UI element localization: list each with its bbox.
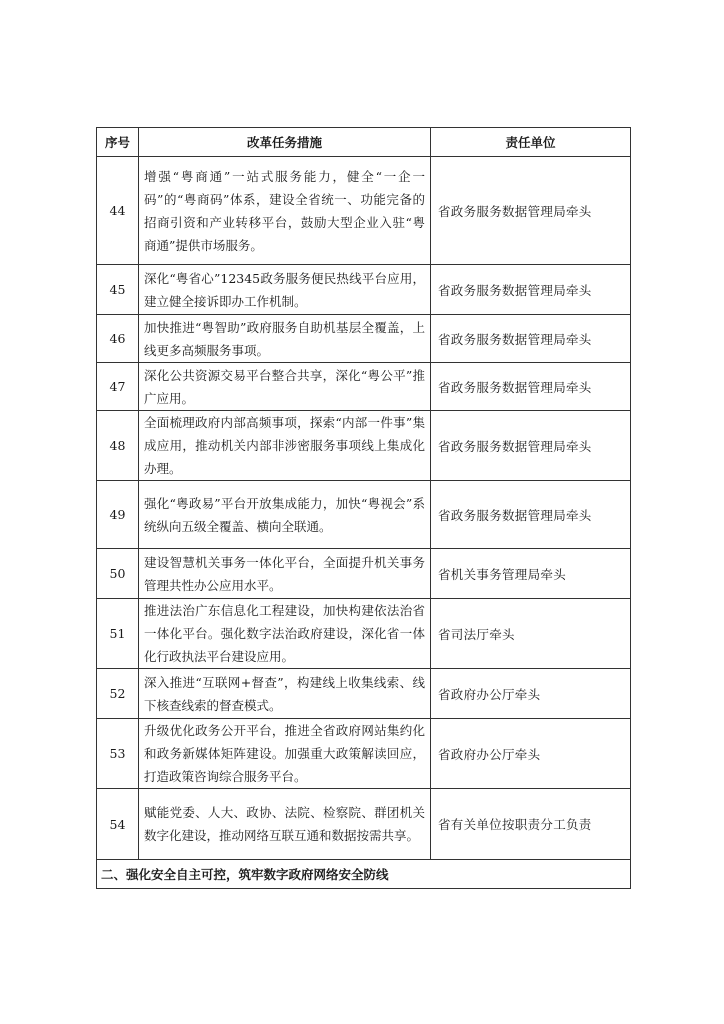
table-row: [97, 157, 631, 265]
row-measure: 加快推进“粤智助”政府服务自助机基层全覆盖，上线更多高频服务事项。: [139, 315, 431, 363]
row-measure: 建设智慧机关事务一体化平台，全面提升机关事务管理共性办公应用水平。: [139, 549, 431, 599]
table-row: [97, 789, 631, 860]
row-unit: 省政务服务数据管理局牵头: [431, 265, 631, 315]
header-measure: 改革任务措施: [139, 128, 431, 157]
row-number: 53: [97, 719, 139, 789]
row-unit: 省司法厅牵头: [431, 599, 631, 669]
table-row: [97, 315, 631, 363]
row-unit: 省机关事务管理局牵头: [431, 549, 631, 599]
row-number: 45: [97, 265, 139, 315]
header-seq: 序号: [97, 128, 139, 157]
row-unit: 省政务服务数据管理局牵头: [431, 157, 631, 265]
table-header-row: [97, 128, 631, 157]
table-row: [97, 363, 631, 411]
row-number: 48: [97, 411, 139, 481]
row-measure: 强化“粤政易”平台开放集成能力，加快“粤视会”系统纵向五级全覆盖、横向全联通。: [139, 481, 431, 549]
table-row: [97, 599, 631, 669]
table-row: [97, 265, 631, 315]
row-unit: 省政务服务数据管理局牵头: [431, 411, 631, 481]
row-measure: 升级优化政务公开平台，推进全省政府网站集约化和政务新媒体矩阵建设。加强重大政策解读回应，打造政策咨询综合服务平台。: [139, 719, 431, 789]
row-measure: 深化公共资源交易平台整合共享，深化“粤公平”推广应用。: [139, 363, 431, 411]
header-unit: 责任单位: [431, 128, 631, 157]
table-row: [97, 719, 631, 789]
row-measure: 增强“粤商通”一站式服务能力，健全“一企一码”的“粤商码”体系，建设全省统一、功能完备的招商引资和产业转移平台，鼓励大型企业入驻“粤商通”提供市场服务。: [139, 157, 431, 265]
row-unit: 省政务服务数据管理局牵头: [431, 481, 631, 549]
section-heading-row: [97, 860, 631, 889]
row-number: 54: [97, 789, 139, 860]
table-row: [97, 481, 631, 549]
table-row: [97, 549, 631, 599]
row-number: 44: [97, 157, 139, 265]
row-number: 49: [97, 481, 139, 549]
row-number: 47: [97, 363, 139, 411]
reform-task-table: [96, 127, 631, 889]
row-number: 50: [97, 549, 139, 599]
row-number: 46: [97, 315, 139, 363]
row-number: 51: [97, 599, 139, 669]
table-row: [97, 411, 631, 481]
row-unit: 省政务服务数据管理局牵头: [431, 363, 631, 411]
row-measure: 全面梳理政府内部高频事项，探索“内部一件事”集成应用，推动机关内部非涉密服务事项线上集成化办理。: [139, 411, 431, 481]
row-measure: 深入推进“互联网+督查”，构建线上收集线索、线下核查线索的督查模式。: [139, 669, 431, 719]
row-measure: 深化“粤省心”12345政务服务便民热线平台应用，建立健全接诉即办工作机制。: [139, 265, 431, 315]
table-row: [97, 669, 631, 719]
row-unit: 省有关单位按职责分工负责: [431, 789, 631, 860]
row-measure: 赋能党委、人大、政协、法院、检察院、群团机关数字化建设，推动网络互联互通和数据按需共享。: [139, 789, 431, 860]
row-measure: 推进法治广东信息化工程建设，加快构建依法治省一体化平台。强化数字法治政府建设，深化省一体化行政执法平台建设应用。: [139, 599, 431, 669]
section-heading: 二、强化安全自主可控，筑牢数字政府网络安全防线: [97, 860, 631, 889]
row-unit: 省政府办公厅牵头: [431, 669, 631, 719]
row-number: 52: [97, 669, 139, 719]
row-unit: 省政务服务数据管理局牵头: [431, 315, 631, 363]
row-unit: 省政府办公厅牵头: [431, 719, 631, 789]
